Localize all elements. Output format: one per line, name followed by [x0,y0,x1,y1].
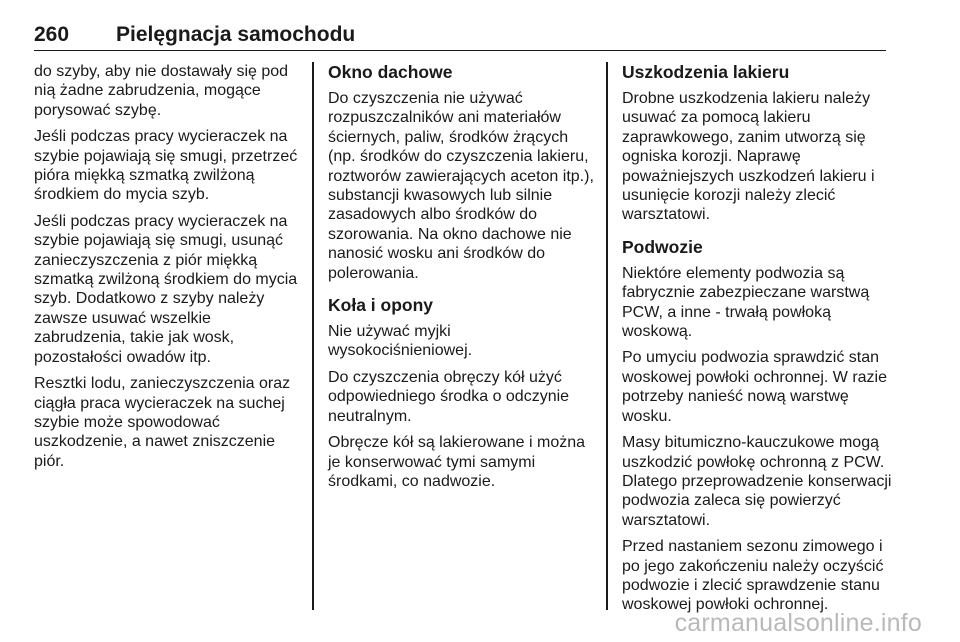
paragraph: Masy bitumiczno-kauczukowe mogą uszkodzić powłokę ochronną z PCW. Dlatego przeprowadzenie konserwacji podwozia zaleca się powierzyć warsztatowi. [622,434,892,529]
paragraph: Jeśli podczas pracy wycieraczek na szybie pojawiają się smugi, usunąć zanieczyszczenia z piór miękką szmatką zwilżoną środkiem do mycia szyb. Dodatkowo z szyby należy zawsze usuwać wszelkie zabrudzenia, takie jak wosk, pozostałości owadów itp. [34,212,298,366]
paragraph: Do czyszczenia nie używać rozpuszczalników ani materiałów ściernych, paliw, środków żrących (np. środków do czyszczenia lakieru, roztworów zawierających aceton itp.), substancji kwasowych lub silnie zasadowych albo środków do szorowania. Na okno dachowe nie nanosić wosku ani środków do polerowania. [328,90,594,282]
section-heading-underbody: Podwozie [622,236,703,257]
page-header [34,24,886,51]
paragraph: Przed nastaniem sezonu zimowego i po jego zakończeniu należy oczyścić podwozie i zlecić sprawdzenie stanu woskowej powłoki ochronnej. [622,538,884,614]
page-number: 260 [34,23,70,46]
page-title: Pielęgnacja samochodu [116,23,356,46]
section-heading-paint-damage: Uszkodzenia lakieru [622,62,790,82]
paragraph: Nie używać myjki wysokociśnieniowej. [328,323,473,360]
paragraph: do szyby, aby nie dostawały się pod nią żadne zabrudzenia, mogące porysować szybę. [34,63,289,119]
paragraph: Do czyszczenia obręczy kół użyć odpowiedniego środka o odczynie neutralnym. [328,368,570,425]
paragraph: Obręcze kół są lakierowane i można je konserwować tymi samymi środkami, co nadwozie. [328,434,586,490]
column-left [34,62,304,478]
watermark: carmanualsonline.info [674,609,922,637]
paragraph: Resztki lodu, zanieczyszczenia oraz ciągła praca wycieraczek na suchej szybie może spowodować uszkodzenie, a nawet zniszczenie piór. [34,375,291,470]
paragraph: Niektóre elementy podwozia są fabrycznie zabezpieczane warstwą PCW, a inne - trwałą powłoką woskową. [622,264,870,341]
column-divider [606,62,608,610]
section-heading-sunroof: Okno dachowe [328,62,453,82]
column-middle [328,62,598,498]
paragraph: Jeśli podczas pracy wycieraczek na szybie pojawiają się smugi, przetrzeć pióra miękką szmatką zwilżoną środkiem do mycia szyb. [34,128,298,204]
paragraph: Drobne uszkodzenia lakieru należy usuwać za pomocą lakieru zaprawkowego, zanim utworzą się ogniska korozji. Naprawę poważniejszych uszkodzeń lakieru i usunięcie korozji należy zlecić warsztatowi. [622,90,875,224]
section-heading-wheels-tyres: Koła i opony [328,295,433,316]
column-divider [312,62,314,610]
column-right [622,62,892,622]
paragraph: Po umyciu podwozia sprawdzić stan woskowej powłoki ochronnej. W razie potrzeby nanieść nową warstwę wosku. [622,349,887,425]
